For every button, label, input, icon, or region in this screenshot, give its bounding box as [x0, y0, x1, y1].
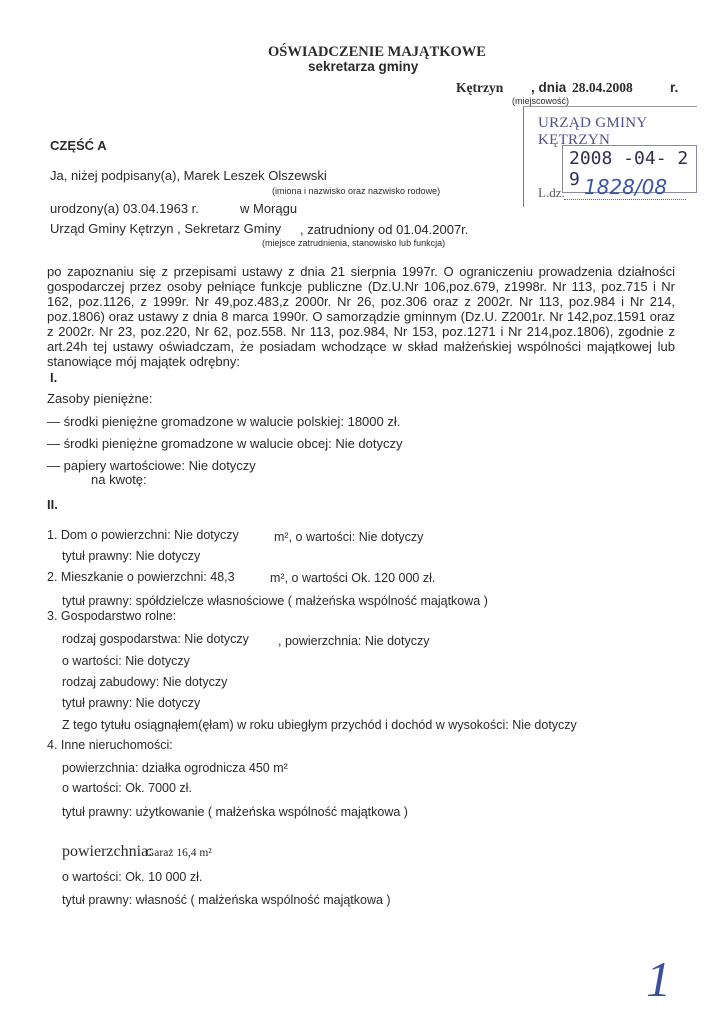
- plot-area: powierzchnia: działka ogrodnicza 450 m²: [62, 761, 288, 775]
- house-value: m², o wartości: Nie dotyczy: [274, 530, 424, 544]
- farm-legal-title: tytuł prawny: Nie dotyczy: [62, 696, 201, 710]
- stamp-office: URZĄD GMINY KĘTRZYN: [538, 115, 647, 148]
- cash-pln: — środki pieniężne gromadzone w walucie polskiej: 18000 zł.: [47, 414, 401, 429]
- stamp-ldz-label: L.dz.: [538, 185, 565, 200]
- date-year-suffix: r.: [670, 80, 679, 95]
- garage-value: o wartości: Ok. 10 000 zł.: [62, 870, 203, 884]
- employment-caption: (miejsce zatrudnienia, stanowisko lub funkcja): [262, 238, 446, 248]
- place: Kętrzyn: [456, 80, 504, 95]
- stamp-ldz-number: 1828/08: [584, 175, 668, 199]
- farm-type: rodzaj gospodarstwa: Nie dotyczy: [62, 632, 249, 646]
- document-title: OŚWIADCZENIE MAJĄTKOWE: [268, 44, 486, 60]
- birth-place: w Morągu: [240, 201, 298, 216]
- stamp-date: 2008 -04- 2 9: [562, 145, 697, 193]
- house-area: 1. Dom o powierzchni: Nie dotyczy: [47, 528, 239, 542]
- other-property-heading: 4. Inne nieruchomości:: [47, 738, 173, 752]
- employment-since: , zatrudniony od 01.04.2007r.: [300, 222, 469, 237]
- declarant-line: Ja, niżej podpisany(a), Marek Leszek Olszewski: [50, 168, 327, 183]
- stamp-dotted-line: [564, 199, 686, 200]
- document-subtitle: sekretarza gminy: [308, 59, 419, 74]
- date-label: , dnia: [531, 80, 567, 95]
- flat-value: m², o wartości Ok. 120 000 zł.: [270, 571, 436, 585]
- birth-date: urodzony(a) 03.04.1963 r.: [50, 201, 199, 216]
- securities-amount: na kwotę:: [91, 472, 147, 487]
- farm-income: Z tego tytułu osiągnąłem(ęłam) w roku ubiegłym przychód i dochód w wysokości: Nie dotyczy: [62, 718, 577, 732]
- registry-stamp: [523, 106, 697, 207]
- plot-value: o wartości: Ok. 7000 zł.: [62, 781, 192, 795]
- cash-foreign: — środki pieniężne gromadzone w walucie obcej: Nie dotyczy: [47, 436, 403, 451]
- declarant-caption: (imiona i nazwisko oraz nazwisko rodowe): [272, 186, 441, 196]
- employment: Urząd Gminy Kętrzyn , Sekretarz Gminy: [50, 221, 282, 236]
- legal-basis-paragraph: po zapoznaniu się z przepisami ustawy z dnia 21 sierpnia 1997r. O ograniczeniu prowadzenia działności gospodarczej przez osoby pełniące funkcje publiczne (Dz.U.Nr 106,poz.679, z1998r. Nr 113, poz.715 i Nr 162, poz.1126, z 1999r. Nr 49,poz.483,z 2000r. Nr 26, poz.306 oraz z 2002r. Nr 113, poz.984 i Nr 214, poz.1806) oraz ustawy z dnia 8 marca 1990r. O samorządzie gminnym (Dz.U. Z2001r. Nr 142,poz.1591 oraz z 2002r. Nr 23, poz.220, Nr 62, poz.558. Nr 113, poz.984, Nr 153, poz.1271 i Nr 214,poz.1806), zgodnie z art.24h tej ustawy oświadczam, że posiadam wchodzące w skład małżeńskiej wspólności majątkowej lub stanowiące mój majątek odrębny:: [47, 264, 675, 369]
- place-caption: (miejscowość): [512, 96, 570, 106]
- plot-legal-title: tytuł prawny: użytkowanie ( małżeńska wspólność majątkowa ): [62, 805, 408, 819]
- house-legal-title: tytuł prawny: Nie dotyczy: [62, 549, 201, 563]
- flat-area: 2. Mieszkanie o powierzchni: 48,3: [47, 570, 235, 584]
- page-number: 1: [646, 951, 671, 1007]
- date: 28.04.2008: [572, 80, 633, 95]
- garage-legal-title: tytuł prawny: własność ( małżeńska wspólność majątkowa ): [62, 893, 391, 907]
- farm-buildings: rodzaj zabudowy: Nie dotyczy: [62, 675, 228, 689]
- part-a-heading: CZĘŚĆ A: [50, 138, 107, 153]
- farm-heading: 3. Gospodarstwo rolne:: [47, 609, 177, 623]
- section-1-numeral: I.: [50, 370, 58, 385]
- section-2-numeral: II.: [47, 497, 58, 512]
- garage-area-label: powierzchnia:: [62, 843, 153, 860]
- garage-area: Garaż 16,4 m²: [146, 847, 212, 859]
- flat-legal-title: tytuł prawny: spółdzielcze własnościowe ( małżeńska wspólność majątkowa ): [62, 594, 488, 608]
- farm-value: o wartości: Nie dotyczy: [62, 654, 190, 668]
- securities: — papiery wartościowe: Nie dotyczy: [47, 458, 256, 473]
- farm-area: , powierzchnia: Nie dotyczy: [278, 634, 430, 648]
- section-1-heading: Zasoby pieniężne:: [47, 391, 153, 406]
